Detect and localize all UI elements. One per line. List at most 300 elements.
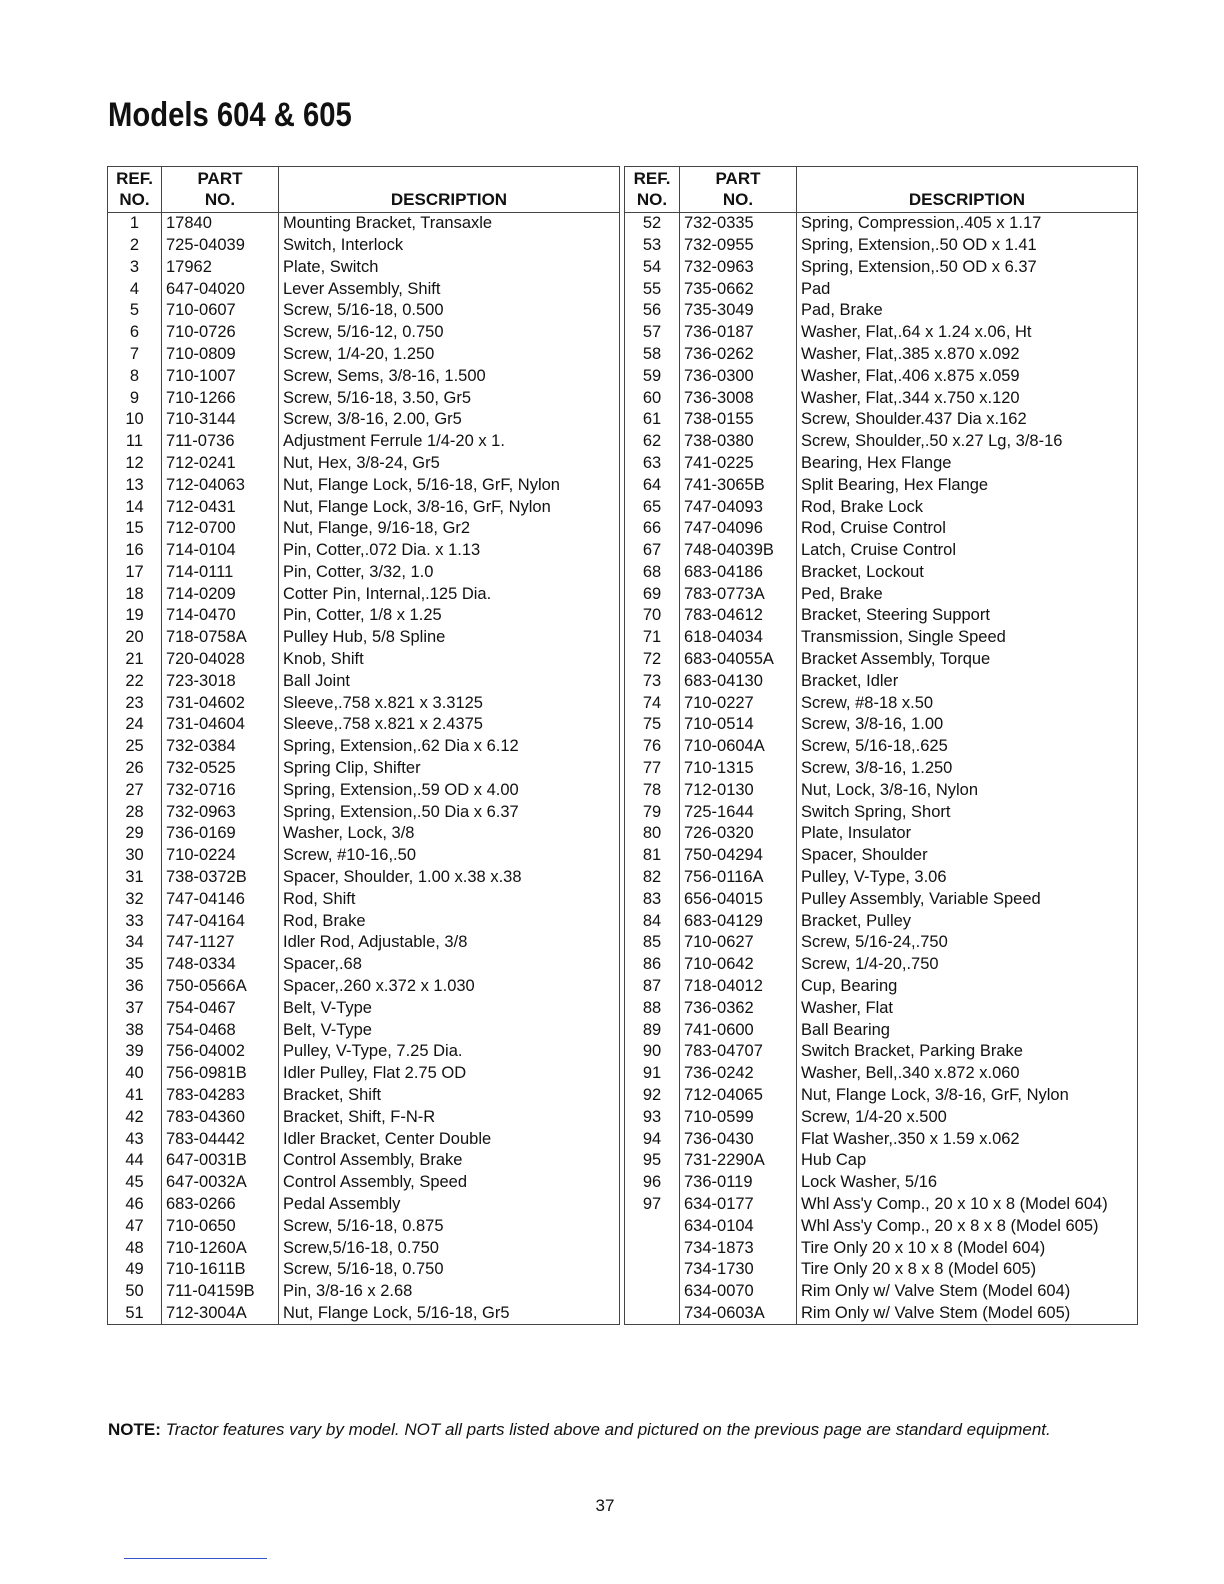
table-row <box>108 365 620 387</box>
table-row <box>625 1302 1138 1324</box>
part-no-cell: 712-0130 <box>680 779 797 801</box>
table-row <box>108 539 620 561</box>
ref-no-header <box>108 167 162 213</box>
part-no-cell: 714-0470 <box>162 605 279 627</box>
description-cell: Screw, Sems, 3/8-16, 1.500 <box>279 365 620 387</box>
ref-header-line1: REF. <box>633 169 671 188</box>
ref-no-cell: 87 <box>625 975 680 997</box>
part-no-cell: 683-04129 <box>680 910 797 932</box>
table-row <box>625 1215 1138 1237</box>
table-row <box>108 321 620 343</box>
part-no-cell: 732-0955 <box>680 234 797 256</box>
description-cell: Spring, Extension,.59 OD x 4.00 <box>279 779 620 801</box>
ref-no-cell: 50 <box>108 1281 162 1303</box>
description-cell: Bracket, Idler <box>797 670 1138 692</box>
table-row <box>625 801 1138 823</box>
ref-no-cell: 55 <box>625 278 680 300</box>
description-cell: Spring, Extension,.50 Dia x 6.37 <box>279 801 620 823</box>
ref-no-cell: 96 <box>625 1172 680 1194</box>
description-cell: Bracket, Lockout <box>797 561 1138 583</box>
description-cell: Pin, Cotter,.072 Dia. x 1.13 <box>279 539 620 561</box>
table-row <box>108 234 620 256</box>
ref-no-cell: 65 <box>625 496 680 518</box>
part-no-cell: 741-0225 <box>680 452 797 474</box>
table-row <box>108 1172 620 1194</box>
part-no-cell: 710-0627 <box>680 932 797 954</box>
ref-no-cell: 60 <box>625 387 680 409</box>
ref-no-cell <box>625 1302 680 1324</box>
part-no-header <box>162 167 279 213</box>
ref-no-cell: 81 <box>625 845 680 867</box>
table-row <box>108 561 620 583</box>
part-no-cell: 634-0070 <box>680 1281 797 1303</box>
description-cell: Screw, 5/16-18, 0.875 <box>279 1215 620 1237</box>
part-no-cell: 783-04612 <box>680 605 797 627</box>
part-no-cell: 736-0119 <box>680 1172 797 1194</box>
table-row <box>625 888 1138 910</box>
part-no-cell: 710-0650 <box>162 1215 279 1237</box>
table-row <box>625 343 1138 365</box>
table-header-row <box>108 167 620 213</box>
description-cell: Idler Pulley, Flat 2.75 OD <box>279 1063 620 1085</box>
part-no-cell: 736-0362 <box>680 997 797 1019</box>
ref-no-cell: 40 <box>108 1063 162 1085</box>
ref-no-cell: 23 <box>108 692 162 714</box>
ref-no-cell: 4 <box>108 278 162 300</box>
part-no-cell: 731-04604 <box>162 714 279 736</box>
ref-no-cell: 77 <box>625 757 680 779</box>
table-row <box>108 1063 620 1085</box>
table-row <box>108 430 620 452</box>
part-no-cell: 683-04055A <box>680 648 797 670</box>
ref-no-cell: 88 <box>625 997 680 1019</box>
description-cell: Pin, Cotter, 1/8 x 1.25 <box>279 605 620 627</box>
ref-no-cell: 31 <box>108 866 162 888</box>
ref-no-cell: 69 <box>625 583 680 605</box>
table-row <box>108 714 620 736</box>
description-cell: Plate, Switch <box>279 256 620 278</box>
table-row <box>625 256 1138 278</box>
description-cell: Screw, #10-16,.50 <box>279 845 620 867</box>
description-cell: Screw, 5/16-18, 0.750 <box>279 1259 620 1281</box>
ref-no-cell: 36 <box>108 975 162 997</box>
part-no-cell: 647-0032A <box>162 1172 279 1194</box>
part-no-cell: 734-1873 <box>680 1237 797 1259</box>
part-header-line1: PART <box>197 169 243 188</box>
description-cell: Plate, Insulator <box>797 823 1138 845</box>
description-cell: Screw, #8-18 x.50 <box>797 692 1138 714</box>
table-row <box>108 736 620 758</box>
table-row <box>108 1193 620 1215</box>
part-no-cell: 731-04602 <box>162 692 279 714</box>
ref-no-cell: 1 <box>108 212 162 234</box>
part-header-line2: NO. <box>722 190 754 210</box>
ref-no-cell: 33 <box>108 910 162 932</box>
table-row <box>625 1128 1138 1150</box>
table-row <box>108 845 620 867</box>
description-cell: Screw, 5/16-18, 3.50, Gr5 <box>279 387 620 409</box>
description-cell: Washer, Flat,.344 x.750 x.120 <box>797 387 1138 409</box>
part-no-cell: 732-0963 <box>162 801 279 823</box>
ref-no-cell: 97 <box>625 1193 680 1215</box>
description-cell: Split Bearing, Hex Flange <box>797 474 1138 496</box>
table-row <box>625 845 1138 867</box>
description-cell: Transmission, Single Speed <box>797 627 1138 649</box>
description-cell: Latch, Cruise Control <box>797 539 1138 561</box>
table-row <box>108 1259 620 1281</box>
table-row <box>108 518 620 540</box>
ref-no-cell: 2 <box>108 234 162 256</box>
table-row <box>108 452 620 474</box>
description-cell: Rod, Shift <box>279 888 620 910</box>
ref-no-cell: 95 <box>625 1150 680 1172</box>
ref-no-cell: 10 <box>108 409 162 431</box>
part-no-cell: 741-0600 <box>680 1019 797 1041</box>
ref-no-cell: 67 <box>625 539 680 561</box>
part-no-cell: 718-0758A <box>162 627 279 649</box>
table-row <box>108 932 620 954</box>
description-cell: Lever Assembly, Shift <box>279 278 620 300</box>
part-no-cell: 710-0607 <box>162 300 279 322</box>
ref-header-line2: NO. <box>636 190 668 210</box>
ref-no-cell: 70 <box>625 605 680 627</box>
table-row <box>108 1106 620 1128</box>
table-row <box>108 823 620 845</box>
part-no-cell: 710-0224 <box>162 845 279 867</box>
description-cell: Bracket, Shift, F-N-R <box>279 1106 620 1128</box>
note-text: Tractor features vary by model. NOT all parts listed above and pictured on the previous page are standard equipment. <box>165 1420 1051 1439</box>
part-no-cell: 783-0773A <box>680 583 797 605</box>
table-row <box>625 779 1138 801</box>
description-cell: Screw, 1/4-20, 1.250 <box>279 343 620 365</box>
description-cell: Hub Cap <box>797 1150 1138 1172</box>
description-cell: Tire Only 20 x 10 x 8 (Model 604) <box>797 1237 1138 1259</box>
ref-no-cell: 38 <box>108 1019 162 1041</box>
description-cell: Rod, Brake Lock <box>797 496 1138 518</box>
table-row <box>625 212 1138 234</box>
description-cell: Belt, V-Type <box>279 997 620 1019</box>
table-row <box>625 714 1138 736</box>
ref-no-cell: 19 <box>108 605 162 627</box>
ref-no-cell: 11 <box>108 430 162 452</box>
ref-no-cell: 35 <box>108 954 162 976</box>
description-cell: Pulley Assembly, Variable Speed <box>797 888 1138 910</box>
ref-no-cell: 5 <box>108 300 162 322</box>
table-row <box>108 343 620 365</box>
ref-no-cell: 41 <box>108 1084 162 1106</box>
description-cell: Screw, 5/16-18,.625 <box>797 736 1138 758</box>
description-cell: Spacer, Shoulder, 1.00 x.38 x.38 <box>279 866 620 888</box>
part-no-cell: 712-04063 <box>162 474 279 496</box>
description-cell: Washer, Lock, 3/8 <box>279 823 620 845</box>
part-no-cell: 736-3008 <box>680 387 797 409</box>
ref-no-cell: 51 <box>108 1302 162 1324</box>
part-no-cell: 748-0334 <box>162 954 279 976</box>
table-row <box>108 627 620 649</box>
table-row <box>625 1259 1138 1281</box>
ref-no-cell: 46 <box>108 1193 162 1215</box>
ref-no-cell: 32 <box>108 888 162 910</box>
description-cell: Pin, Cotter, 3/32, 1.0 <box>279 561 620 583</box>
part-no-cell: 710-1260A <box>162 1237 279 1259</box>
description-cell: Pulley, V-Type, 3.06 <box>797 866 1138 888</box>
part-no-cell: 714-0209 <box>162 583 279 605</box>
part-no-cell: 747-1127 <box>162 932 279 954</box>
part-header-line1: PART <box>715 169 761 188</box>
part-no-cell: 647-04020 <box>162 278 279 300</box>
part-no-cell: 712-3004A <box>162 1302 279 1324</box>
table-row <box>625 409 1138 431</box>
table-row <box>108 1302 620 1324</box>
table-row <box>108 256 620 278</box>
part-no-cell: 747-04096 <box>680 518 797 540</box>
table-row <box>108 757 620 779</box>
ref-no-cell: 39 <box>108 1041 162 1063</box>
ref-no-cell: 79 <box>625 801 680 823</box>
table-row <box>108 1128 620 1150</box>
table-row <box>625 692 1138 714</box>
table-row <box>625 997 1138 1019</box>
ref-no-cell: 20 <box>108 627 162 649</box>
table-row <box>625 648 1138 670</box>
description-cell: Whl Ass'y Comp., 20 x 10 x 8 (Model 604) <box>797 1193 1138 1215</box>
table-row <box>625 321 1138 343</box>
ref-no-cell: 26 <box>108 757 162 779</box>
note-label: NOTE: <box>108 1420 161 1439</box>
table-row <box>108 409 620 431</box>
ref-no-cell: 3 <box>108 256 162 278</box>
part-no-cell: 726-0320 <box>680 823 797 845</box>
table-row <box>108 278 620 300</box>
part-no-cell: 750-0566A <box>162 975 279 997</box>
ref-no-cell: 6 <box>108 321 162 343</box>
description-cell: Belt, V-Type <box>279 1019 620 1041</box>
ref-no-cell: 73 <box>625 670 680 692</box>
description-cell: Pedal Assembly <box>279 1193 620 1215</box>
ref-no-cell: 57 <box>625 321 680 343</box>
table-row <box>108 474 620 496</box>
part-no-cell: 17962 <box>162 256 279 278</box>
ref-no-cell: 15 <box>108 518 162 540</box>
ref-no-cell: 18 <box>108 583 162 605</box>
part-no-cell: 736-0430 <box>680 1128 797 1150</box>
description-header <box>279 167 620 213</box>
table-row <box>108 910 620 932</box>
description-cell: Idler Rod, Adjustable, 3/8 <box>279 932 620 954</box>
ref-no-cell: 86 <box>625 954 680 976</box>
ref-no-cell: 29 <box>108 823 162 845</box>
description-cell: Sleeve,.758 x.821 x 2.4375 <box>279 714 620 736</box>
table-row <box>108 496 620 518</box>
description-cell: Rim Only w/ Valve Stem (Model 604) <box>797 1281 1138 1303</box>
part-no-cell: 747-04093 <box>680 496 797 518</box>
description-cell: Washer, Flat,.406 x.875 x.059 <box>797 365 1138 387</box>
part-no-cell: 731-2290A <box>680 1150 797 1172</box>
table-row <box>625 1237 1138 1259</box>
part-no-cell: 725-04039 <box>162 234 279 256</box>
description-cell: Screw, 5/16-18, 0.500 <box>279 300 620 322</box>
part-no-cell: 736-0187 <box>680 321 797 343</box>
ref-no-cell: 49 <box>108 1259 162 1281</box>
table-row <box>625 1150 1138 1172</box>
ref-no-cell <box>625 1259 680 1281</box>
description-cell: Spring, Extension,.50 OD x 6.37 <box>797 256 1138 278</box>
table-row <box>108 1084 620 1106</box>
part-no-cell: 710-1266 <box>162 387 279 409</box>
description-cell: Sleeve,.758 x.821 x 3.3125 <box>279 692 620 714</box>
description-cell: Spring, Compression,.405 x 1.17 <box>797 212 1138 234</box>
parts-table-left <box>107 166 620 1325</box>
ref-no-cell: 17 <box>108 561 162 583</box>
description-cell: Spacer,.68 <box>279 954 620 976</box>
description-cell: Rim Only w/ Valve Stem (Model 605) <box>797 1302 1138 1324</box>
description-cell: Screw, Shoulder.437 Dia x.162 <box>797 409 1138 431</box>
ref-no-cell: 21 <box>108 648 162 670</box>
part-no-header <box>680 167 797 213</box>
part-no-cell: 710-1611B <box>162 1259 279 1281</box>
ref-no-cell: 72 <box>625 648 680 670</box>
part-no-cell: 723-3018 <box>162 670 279 692</box>
part-no-cell: 783-04283 <box>162 1084 279 1106</box>
ref-no-cell: 63 <box>625 452 680 474</box>
part-no-cell: 732-0335 <box>680 212 797 234</box>
description-cell: Idler Bracket, Center Double <box>279 1128 620 1150</box>
part-no-cell: 710-0599 <box>680 1106 797 1128</box>
ref-no-cell: 25 <box>108 736 162 758</box>
description-cell: Spacer,.260 x.372 x 1.030 <box>279 975 620 997</box>
ref-no-cell: 28 <box>108 801 162 823</box>
table-row <box>625 757 1138 779</box>
table-row <box>625 1019 1138 1041</box>
table-row <box>625 539 1138 561</box>
table-row <box>625 954 1138 976</box>
description-cell: Control Assembly, Brake <box>279 1150 620 1172</box>
description-cell: Switch Spring, Short <box>797 801 1138 823</box>
part-no-cell: 710-0726 <box>162 321 279 343</box>
table-row <box>625 1172 1138 1194</box>
table-row <box>625 605 1138 627</box>
part-no-cell: 712-0431 <box>162 496 279 518</box>
table-row <box>108 1150 620 1172</box>
table-row <box>625 300 1138 322</box>
description-cell: Knob, Shift <box>279 648 620 670</box>
description-cell: Pad, Brake <box>797 300 1138 322</box>
description-cell: Control Assembly, Speed <box>279 1172 620 1194</box>
part-no-cell: 720-04028 <box>162 648 279 670</box>
part-no-cell: 710-1007 <box>162 365 279 387</box>
description-cell: Bracket Assembly, Torque <box>797 648 1138 670</box>
ref-no-cell: 93 <box>625 1106 680 1128</box>
description-cell: Screw, 5/16-12, 0.750 <box>279 321 620 343</box>
part-no-cell: 710-1315 <box>680 757 797 779</box>
table-row <box>108 779 620 801</box>
part-no-cell: 710-3144 <box>162 409 279 431</box>
part-no-cell: 734-1730 <box>680 1259 797 1281</box>
table-row <box>108 888 620 910</box>
table-row <box>108 1215 620 1237</box>
part-no-cell: 783-04707 <box>680 1041 797 1063</box>
description-cell: Pulley Hub, 5/8 Spline <box>279 627 620 649</box>
table-row <box>625 1106 1138 1128</box>
table-row <box>625 627 1138 649</box>
table-row <box>108 387 620 409</box>
ref-no-cell: 56 <box>625 300 680 322</box>
table-row <box>625 932 1138 954</box>
part-no-cell: 748-04039B <box>680 539 797 561</box>
ref-no-cell: 64 <box>625 474 680 496</box>
table-row <box>625 474 1138 496</box>
description-cell: Screw,5/16-18, 0.750 <box>279 1237 620 1259</box>
table-row <box>625 670 1138 692</box>
ref-no-cell: 78 <box>625 779 680 801</box>
ref-no-cell: 58 <box>625 343 680 365</box>
table-row <box>108 648 620 670</box>
ref-no-cell: 53 <box>625 234 680 256</box>
part-no-cell: 634-0177 <box>680 1193 797 1215</box>
ref-no-header <box>625 167 680 213</box>
part-no-cell: 718-04012 <box>680 975 797 997</box>
description-header-text: DESCRIPTION <box>390 190 508 210</box>
ref-no-cell: 8 <box>108 365 162 387</box>
ref-no-cell: 71 <box>625 627 680 649</box>
table-row <box>108 300 620 322</box>
table-row <box>625 518 1138 540</box>
part-no-cell: 711-0736 <box>162 430 279 452</box>
part-no-cell: 754-0468 <box>162 1019 279 1041</box>
part-no-cell: 750-04294 <box>680 845 797 867</box>
ref-no-cell: 12 <box>108 452 162 474</box>
part-header-line2: NO. <box>204 190 236 210</box>
part-no-cell: 736-0262 <box>680 343 797 365</box>
ref-no-cell: 43 <box>108 1128 162 1150</box>
parts-table-right <box>624 166 1138 1325</box>
ref-no-cell: 54 <box>625 256 680 278</box>
part-no-cell: 714-0104 <box>162 539 279 561</box>
table-row <box>625 975 1138 997</box>
ref-no-cell: 91 <box>625 1063 680 1085</box>
ref-no-cell: 75 <box>625 714 680 736</box>
description-cell: Nut, Flange, 9/16-18, Gr2 <box>279 518 620 540</box>
part-no-cell: 647-0031B <box>162 1150 279 1172</box>
ref-no-cell: 61 <box>625 409 680 431</box>
ref-no-cell: 9 <box>108 387 162 409</box>
description-header-text: DESCRIPTION <box>908 190 1026 210</box>
part-no-cell: 732-0384 <box>162 736 279 758</box>
description-cell: Switch, Interlock <box>279 234 620 256</box>
ref-no-cell <box>625 1215 680 1237</box>
page-title: Models 604 & 605 <box>108 96 352 134</box>
part-no-cell: 738-0380 <box>680 430 797 452</box>
part-no-cell: 738-0155 <box>680 409 797 431</box>
description-cell: Adjustment Ferrule 1/4-20 x 1. <box>279 430 620 452</box>
description-cell: Washer, Flat,.385 x.870 x.092 <box>797 343 1138 365</box>
footer-rule <box>124 1558 267 1559</box>
part-no-cell: 747-04164 <box>162 910 279 932</box>
part-no-cell: 756-04002 <box>162 1041 279 1063</box>
ref-no-cell: 44 <box>108 1150 162 1172</box>
ref-no-cell: 47 <box>108 1215 162 1237</box>
table-row <box>625 583 1138 605</box>
table-row <box>108 997 620 1019</box>
description-cell: Switch Bracket, Parking Brake <box>797 1041 1138 1063</box>
ref-no-cell: 80 <box>625 823 680 845</box>
part-no-cell: 736-0242 <box>680 1063 797 1085</box>
ref-header-line2: NO. <box>119 190 150 210</box>
description-cell: Bracket, Shift <box>279 1084 620 1106</box>
table-row <box>108 670 620 692</box>
description-cell: Washer, Flat,.64 x 1.24 x.06, Ht <box>797 321 1138 343</box>
table-row <box>108 605 620 627</box>
